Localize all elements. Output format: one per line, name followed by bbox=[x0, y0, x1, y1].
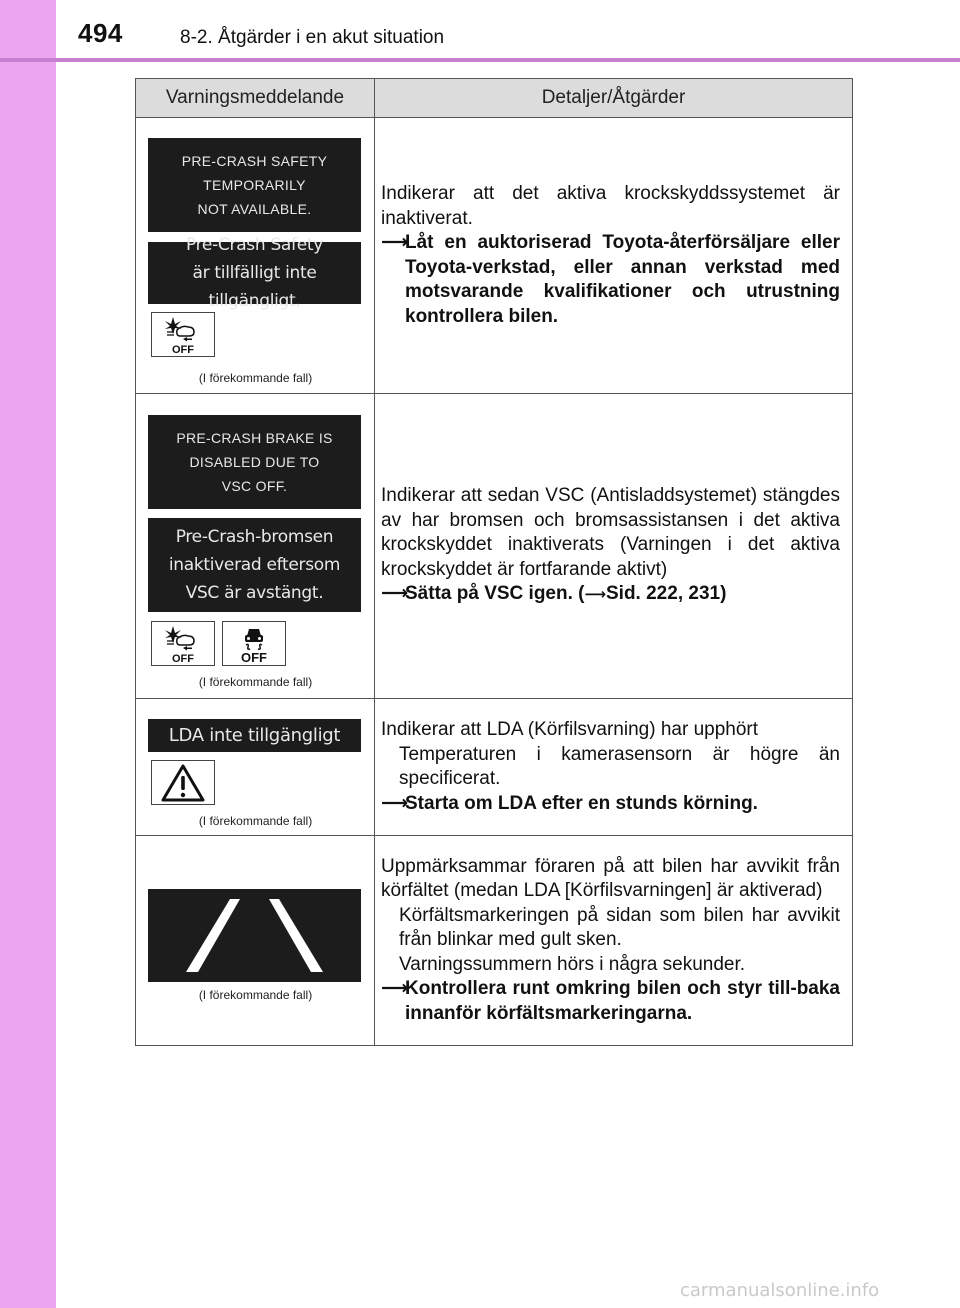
message-cell bbox=[136, 836, 375, 1046]
detail-text: Indikerar att sedan VSC (Antisladdsystemet) stängdes av har bromsen och bromsassistansen i det aktiva krockskyddet inaktiverats (Varningen i det aktiva krockskyddet är fortfarande aktivt) bbox=[381, 485, 840, 580]
details-cell bbox=[375, 394, 853, 699]
details-cell bbox=[375, 118, 853, 394]
pre-crash-off-icon bbox=[151, 621, 215, 666]
message-cell bbox=[136, 394, 375, 699]
warning-triangle-icon bbox=[151, 760, 215, 805]
table-row bbox=[136, 394, 853, 699]
note-text: (I förekommande fall) bbox=[198, 371, 313, 385]
column-header-details: Detaljer/Åtgärder bbox=[375, 79, 853, 118]
section-title: 8-2. Åtgärder i en akut situation bbox=[180, 27, 445, 48]
sub-text: Körfältsmarkeringen på sidan som bilen har avvikit från blinkar med gult sken. bbox=[399, 904, 840, 951]
note-text: (I förekommande fall) bbox=[198, 814, 313, 828]
column-header-message: Varningsmeddelande bbox=[136, 79, 375, 118]
note-text: (I förekommande fall) bbox=[198, 988, 313, 1002]
header-band bbox=[0, 0, 960, 58]
details-cell bbox=[375, 836, 853, 1046]
display-message-sv: Pre-Crash Safety är tillfälligt inte tillgängligt. bbox=[148, 242, 361, 304]
watermark: carmanualsonline.info bbox=[680, 1280, 880, 1301]
lane-departure-icon bbox=[148, 889, 361, 982]
action-text: ⟶ Låt en auktoriserad Toyota-återförsäljare eller Toyota-verkstad, eller annan verkstad med motsvarande kvalifikationer och utrustning kontrollera bilen. bbox=[381, 232, 840, 327]
message-cell bbox=[136, 699, 375, 836]
action-text: ⟶ Sätta på VSC igen. (⟶Sid. 222, 231) bbox=[381, 582, 840, 608]
arrow-icon: ⟶ bbox=[381, 232, 409, 253]
page-reference[interactable]: Sid. 222, 231) bbox=[606, 583, 727, 605]
page-number: 494 bbox=[78, 18, 123, 48]
pre-crash-off-icon bbox=[151, 312, 215, 357]
detail-text: Indikerar att det aktiva krockskyddssystemet är inaktiverat. bbox=[381, 183, 840, 229]
arrow-icon: ⟶ bbox=[381, 792, 409, 814]
svg-text:OFF: OFF bbox=[172, 652, 194, 664]
side-bar bbox=[0, 0, 56, 1308]
svg-text:OFF: OFF bbox=[172, 343, 194, 355]
arrow-icon: ⟶ bbox=[584, 586, 606, 604]
note-text: (I förekommande fall) bbox=[198, 675, 313, 689]
display-message-en: PRE-CRASH SAFETY TEMPORARILY NOT AVAILABLE. bbox=[148, 138, 361, 232]
display-message-sv: Pre-Crash-bromsen inaktiverad eftersom VSC är avstängt. bbox=[148, 518, 361, 612]
header-rule bbox=[0, 58, 960, 62]
sub-text: Temperaturen i kamerasensorn är högre än specificerat. bbox=[399, 743, 840, 789]
svg-text:OFF: OFF bbox=[241, 649, 267, 664]
message-cell bbox=[136, 118, 375, 394]
table-row bbox=[136, 836, 853, 1046]
table-row bbox=[136, 118, 853, 394]
arrow-icon: ⟶ bbox=[381, 978, 409, 1000]
display-message-sv: LDA inte tillgängligt bbox=[148, 719, 361, 752]
warning-table bbox=[135, 78, 853, 1046]
sub-text: Varningssummern hörs i några sekunder. bbox=[399, 953, 746, 975]
display-message-en: PRE-CRASH BRAKE IS DISABLED DUE TO VSC OFF. bbox=[148, 415, 361, 509]
detail-text: Indikerar att LDA (Körfilsvarning) har upphört bbox=[381, 719, 759, 740]
action-text: ⟶ Starta om LDA efter en stunds körning. bbox=[381, 792, 840, 817]
table-row bbox=[136, 699, 853, 836]
action-text: ⟶ Kontrollera runt omkring bilen och styr till-baka innanför körfältsmarkeringarna. bbox=[381, 978, 840, 1024]
details-cell bbox=[375, 699, 853, 836]
arrow-icon: ⟶ bbox=[381, 583, 409, 605]
vsc-off-icon bbox=[222, 621, 286, 666]
detail-text: Uppmärksammar föraren på att bilen har avvikit från körfältet (medan LDA [Körfilsvarningen] är aktiverad) bbox=[381, 855, 840, 902]
